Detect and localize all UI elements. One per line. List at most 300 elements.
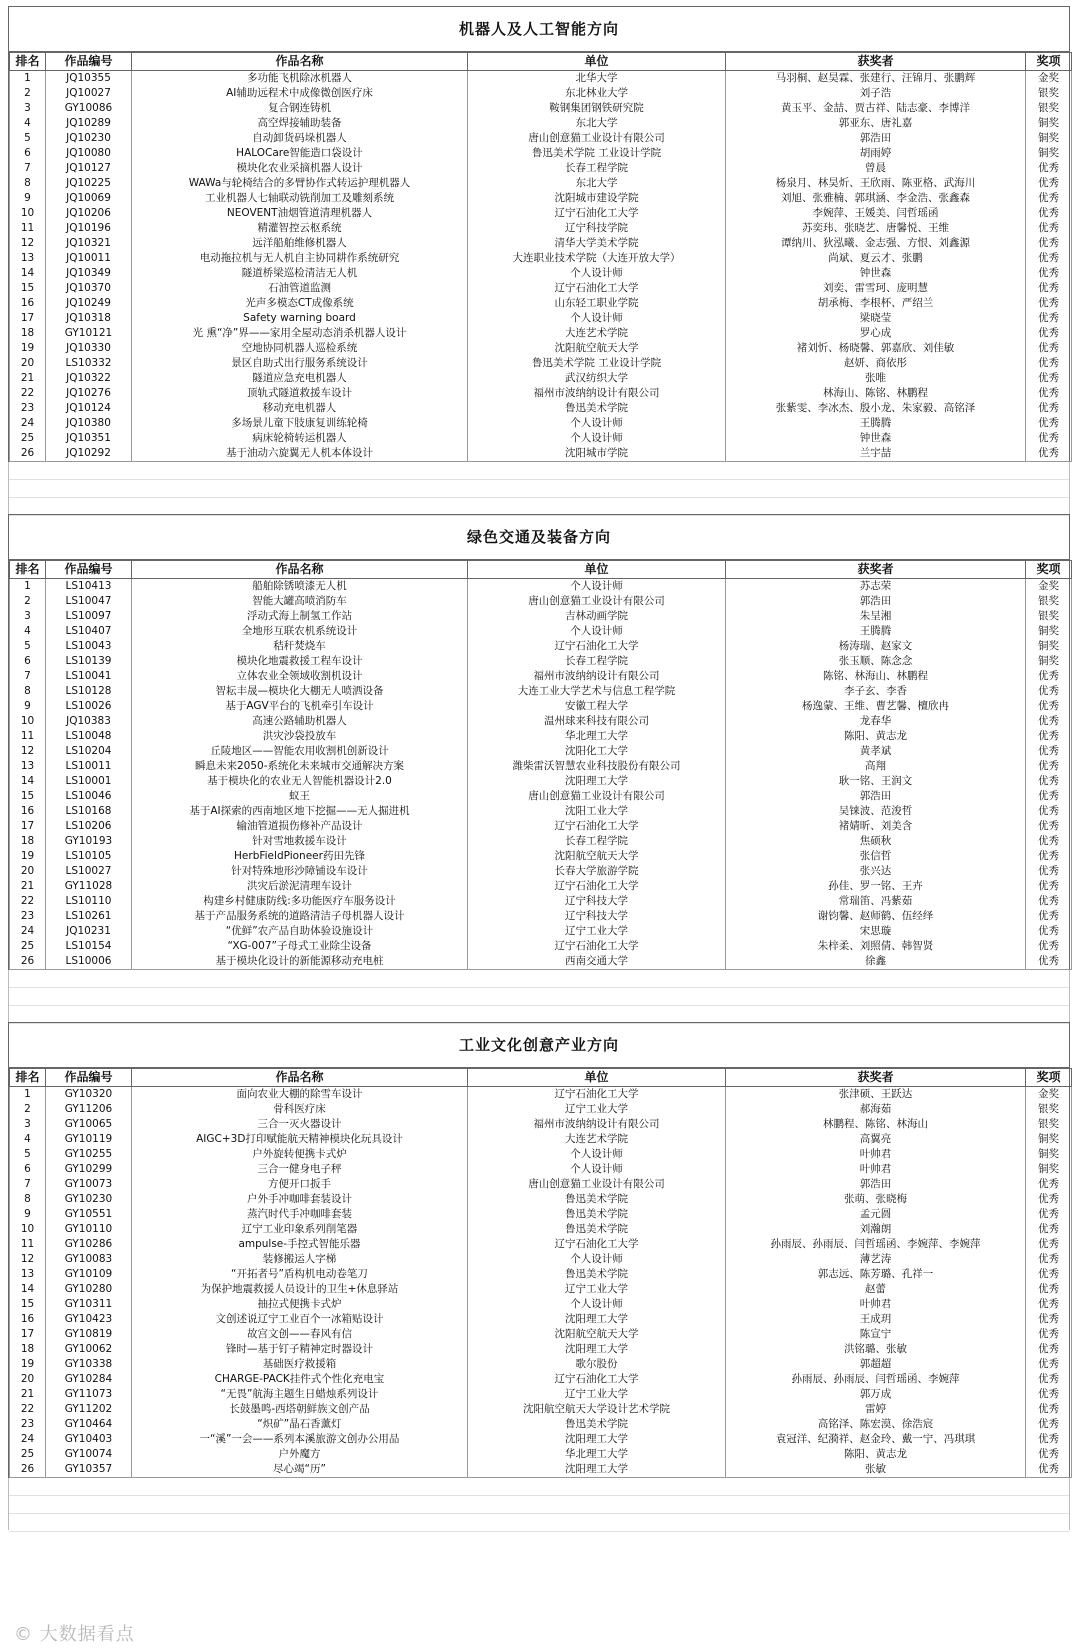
award-cell: 银奖 [1026,1117,1072,1132]
unit-cell: 辽宁石油化工大学 [468,281,726,296]
code-cell: JQ10027 [46,86,132,101]
table-row [10,1402,1072,1417]
award-cell: 优秀 [1026,954,1072,970]
award-cell: 优秀 [1026,714,1072,729]
unit-cell: 沈阳城市学院 [468,446,726,462]
rank-cell: 16 [10,296,46,311]
award-cell: 优秀 [1026,191,1072,206]
section-title: 绿色交通及装备方向 [9,515,1069,560]
work-name-cell: HerbFieldPioneer药田先锋 [132,849,468,864]
award-cell: 优秀 [1026,1282,1072,1297]
table-row [10,1162,1072,1177]
award-section [8,1022,1070,1478]
unit-cell: 华北理工大学 [468,729,726,744]
winners-cell: 高翔 [726,759,1026,774]
table-row [10,1207,1072,1222]
section-title: 工业文化创意产业方向 [9,1023,1069,1068]
award-sheet [8,6,1070,1530]
work-name-cell: 工业机器人七轴联动铣削加工及雕刻系统 [132,191,468,206]
award-cell: 优秀 [1026,296,1072,311]
table-row [10,594,1072,609]
code-cell: JQ10206 [46,206,132,221]
unit-cell: 辽宁石油化工大学 [468,939,726,954]
unit-cell: 长春大学旅游学院 [468,864,726,879]
winners-cell: 钟世森 [726,431,1026,446]
code-cell: LS10011 [46,759,132,774]
rank-cell: 10 [10,206,46,221]
table-row [10,1342,1072,1357]
table-row [10,146,1072,161]
winners-cell: 杨涛瑞、赵家文 [726,639,1026,654]
code-cell: GY10357 [46,1462,132,1478]
code-cell: GY10086 [46,101,132,116]
rank-cell: 25 [10,939,46,954]
winners-cell: 赵妍、商依彤 [726,356,1026,371]
winners-cell: 王成玥 [726,1312,1026,1327]
work-name-cell: HALOCare智能造口袋设计 [132,146,468,161]
award-cell: 金奖 [1026,579,1072,595]
work-name-cell: AIGC+3D打印赋能航天精神模块化玩具设计 [132,1132,468,1147]
rank-cell: 21 [10,371,46,386]
unit-cell: 福州市波纳纳设计有限公司 [468,669,726,684]
award-cell: 优秀 [1026,281,1072,296]
work-name-cell: 基于模块化的农业无人智能机器设计2.0 [132,774,468,789]
work-name-cell: 基于油动六旋翼无人机本体设计 [132,446,468,462]
work-name-cell: 船舶除锈喷漆无人机 [132,579,468,595]
table-row [10,819,1072,834]
winners-cell: 苏奕玮、张晓艺、唐馨悦、王维 [726,221,1026,236]
award-cell: 优秀 [1026,1462,1072,1478]
rank-cell: 5 [10,131,46,146]
rank-cell: 12 [10,236,46,251]
winners-cell: 陈宣宁 [726,1327,1026,1342]
table-row [10,1432,1072,1447]
table-row [10,206,1072,221]
code-cell: JQ10322 [46,371,132,386]
award-cell: 优秀 [1026,416,1072,431]
award-cell: 优秀 [1026,311,1072,326]
table-row [10,1192,1072,1207]
table-header-row [10,53,1072,71]
code-cell: LS10006 [46,954,132,970]
award-cell: 金奖 [1026,71,1072,87]
winners-cell: 朱梓柔、刘照倩、韩智贤 [726,939,1026,954]
unit-cell: 沈阳理工大学 [468,1462,726,1478]
code-cell: LS10043 [46,639,132,654]
award-cell: 铜奖 [1026,116,1072,131]
code-cell: LS10204 [46,744,132,759]
winners-cell: 梁晓莹 [726,311,1026,326]
rank-cell: 12 [10,1252,46,1267]
code-cell: GY10551 [46,1207,132,1222]
header-work-name: 作品名称 [132,561,468,579]
header-unit: 单位 [468,1069,726,1087]
rank-cell: 2 [10,594,46,609]
award-cell: 优秀 [1026,1207,1072,1222]
code-cell: GY10110 [46,1222,132,1237]
unit-cell: 沈阳城市建设学院 [468,191,726,206]
work-name-cell: 蚁王 [132,789,468,804]
work-name-cell: 户外手冲咖啡套装设计 [132,1192,468,1207]
code-cell: GY10193 [46,834,132,849]
table-row [10,326,1072,341]
award-cell: 银奖 [1026,101,1072,116]
code-cell: JQ10124 [46,401,132,416]
award-cell: 优秀 [1026,1327,1072,1342]
winners-cell: 郭万成 [726,1387,1026,1402]
rank-cell: 24 [10,924,46,939]
code-cell: LS10026 [46,699,132,714]
work-name-cell: 三合一健身电子秤 [132,1162,468,1177]
unit-cell: 个人设计师 [468,1252,726,1267]
winners-cell: 张紫雯、李冰杰、殷小龙、朱家毅、高铭泽 [726,401,1026,416]
unit-cell: 大连职业技术学院（大连开放大学） [468,251,726,266]
unit-cell: 辽宁工业大学 [468,924,726,939]
unit-cell: 沈阳理工大学 [468,1342,726,1357]
rank-cell: 13 [10,251,46,266]
code-cell: GY10065 [46,1117,132,1132]
rank-cell: 22 [10,894,46,909]
unit-cell: 鲁迅美术学院 [468,1222,726,1237]
work-name-cell: 尽心竭“历” [132,1462,468,1478]
award-cell: 优秀 [1026,804,1072,819]
award-cell: 优秀 [1026,894,1072,909]
unit-cell: 沈阳化工大学 [468,744,726,759]
award-cell: 优秀 [1026,774,1072,789]
code-cell: GY11206 [46,1102,132,1117]
unit-cell: 清华大学美术学院 [468,236,726,251]
table-row [10,236,1072,251]
code-cell: JQ10321 [46,236,132,251]
code-cell: LS10332 [46,356,132,371]
unit-cell: 唐山创意猫工业设计有限公司 [468,789,726,804]
work-name-cell: 针对特殊地形沙障铺设车设计 [132,864,468,879]
table-row [10,669,1072,684]
rank-cell: 19 [10,849,46,864]
code-cell: LS10041 [46,669,132,684]
award-section [8,514,1070,970]
unit-cell: 辽宁科技大学 [468,894,726,909]
table-row [10,909,1072,924]
code-cell: GY11073 [46,1387,132,1402]
code-cell: GY10280 [46,1282,132,1297]
unit-cell: 鲁迅美术学院 工业设计学院 [468,146,726,161]
unit-cell: 唐山创意猫工业设计有限公司 [468,1177,726,1192]
rank-cell: 17 [10,311,46,326]
unit-cell: 鲁迅美术学院 [468,1267,726,1282]
rank-cell: 6 [10,146,46,161]
unit-cell: 辽宁工业大学 [468,1387,726,1402]
work-name-cell: 瞬息未来2050-系统化未来城市交通解决方案 [132,759,468,774]
unit-cell: 鲁迅美术学院 [468,401,726,416]
award-cell: 优秀 [1026,669,1072,684]
rank-cell: 1 [10,71,46,87]
unit-cell: 辽宁工业大学 [468,1282,726,1297]
table-row [10,1312,1072,1327]
code-cell: GY10073 [46,1177,132,1192]
code-cell: JQ10230 [46,131,132,146]
unit-cell: 辽宁科技学院 [468,221,726,236]
work-name-cell: 锋时—基于钉子精神定时器设计 [132,1342,468,1357]
code-cell: JQ10080 [46,146,132,161]
code-cell: LS10128 [46,684,132,699]
code-cell: LS10261 [46,909,132,924]
rank-cell: 14 [10,774,46,789]
rank-cell: 15 [10,281,46,296]
code-cell: LS10001 [46,774,132,789]
table-row [10,1147,1072,1162]
code-cell: LS10027 [46,864,132,879]
rank-cell: 22 [10,386,46,401]
work-name-cell: “炽矿”晶石香薰灯 [132,1417,468,1432]
unit-cell: 个人设计师 [468,1162,726,1177]
unit-cell: 东北大学 [468,116,726,131]
winners-cell: 叶帅君 [726,1162,1026,1177]
work-name-cell: 三合一灭火器设计 [132,1117,468,1132]
table-row [10,1267,1072,1282]
work-name-cell: 辽宁工业印象系列削笔器 [132,1222,468,1237]
unit-cell: 鞍钢集团钢铁研究院 [468,101,726,116]
rank-cell: 1 [10,1087,46,1103]
unit-cell: 北华大学 [468,71,726,87]
unit-cell: 个人设计师 [468,1297,726,1312]
rank-cell: 9 [10,1207,46,1222]
table-row [10,296,1072,311]
table-row [10,879,1072,894]
award-table [9,1068,1072,1478]
rank-cell: 24 [10,1432,46,1447]
code-cell: JQ10355 [46,71,132,87]
winners-cell: 郝海茹 [726,1102,1026,1117]
unit-cell: 山东轻工职业学院 [468,296,726,311]
work-name-cell: 户外魔方 [132,1447,468,1462]
unit-cell: 鲁迅美术学院 工业设计学院 [468,356,726,371]
rank-cell: 20 [10,1372,46,1387]
work-name-cell: 长鼓墨鸣-西塔朝鲜族文创产品 [132,1402,468,1417]
award-cell: 铜奖 [1026,1147,1072,1162]
award-cell: 优秀 [1026,834,1072,849]
table-row [10,386,1072,401]
work-name-cell: 精灌智控云枢系统 [132,221,468,236]
winners-cell: 孙雨辰、孙雨辰、闫哲瑶函、李婉萍、李婉萍 [726,1237,1026,1252]
award-cell: 优秀 [1026,1417,1072,1432]
award-cell: 优秀 [1026,446,1072,462]
work-name-cell: 模块化农业采摘机器人设计 [132,161,468,176]
rank-cell: 24 [10,416,46,431]
award-cell: 银奖 [1026,609,1072,624]
rank-cell: 14 [10,1282,46,1297]
winners-cell: 曾晨 [726,161,1026,176]
table-row [10,834,1072,849]
unit-cell: 西南交通大学 [468,954,726,970]
winners-cell: 张萌、张晓梅 [726,1192,1026,1207]
winners-cell: 王腾腾 [726,624,1026,639]
rank-cell: 3 [10,609,46,624]
work-name-cell: 一“溪”一会——系列本溪旅游文创办公用品 [132,1432,468,1447]
winners-cell: 薄艺涛 [726,1252,1026,1267]
award-cell: 铜奖 [1026,131,1072,146]
unit-cell: 辽宁石油化工大学 [468,206,726,221]
unit-cell: 吉林动画学院 [468,609,726,624]
rank-cell: 4 [10,1132,46,1147]
winners-cell: 王腾腾 [726,416,1026,431]
unit-cell: 沈阳理工大学 [468,1432,726,1447]
table-row [10,759,1072,774]
code-cell: GY10109 [46,1267,132,1282]
table-row [10,624,1072,639]
unit-cell: 长春工程学院 [468,834,726,849]
code-cell: JQ10383 [46,714,132,729]
code-cell: JQ10318 [46,311,132,326]
unit-cell: 个人设计师 [468,579,726,595]
winners-cell: 高翼亮 [726,1132,1026,1147]
work-name-cell: 模块化地震救援工程车设计 [132,654,468,669]
unit-cell: 华北理工大学 [468,1447,726,1462]
work-name-cell: 光 熏“净”界——家用全屋动态消杀机器人设计 [132,326,468,341]
winners-cell: 陈铭、林海山、林鹏程 [726,669,1026,684]
award-cell: 优秀 [1026,1387,1072,1402]
work-name-cell: 病床轮椅转运机器人 [132,431,468,446]
code-cell: GY10320 [46,1087,132,1103]
award-cell: 优秀 [1026,161,1072,176]
unit-cell: 东北大学 [468,176,726,191]
table-row [10,266,1072,281]
unit-cell: 沈阳航空航天大学设计艺术学院 [468,1402,726,1417]
table-row [10,281,1072,296]
table-row [10,1252,1072,1267]
table-row [10,654,1072,669]
code-cell: GY10299 [46,1162,132,1177]
header-unit: 单位 [468,561,726,579]
work-name-cell: 立体农业全领域收割机设计 [132,669,468,684]
unit-cell: 沈阳航空航天大学 [468,1327,726,1342]
rank-cell: 10 [10,1222,46,1237]
award-cell: 优秀 [1026,1432,1072,1447]
rank-cell: 18 [10,1342,46,1357]
code-cell: LS10154 [46,939,132,954]
award-cell: 优秀 [1026,819,1072,834]
award-cell: 铜奖 [1026,654,1072,669]
winners-cell: 苏志荣 [726,579,1026,595]
header-award: 奖项 [1026,53,1072,71]
award-cell: 优秀 [1026,909,1072,924]
rank-cell: 8 [10,684,46,699]
rank-cell: 3 [10,101,46,116]
table-row [10,1447,1072,1462]
code-cell: GY10062 [46,1342,132,1357]
code-cell: GY10403 [46,1432,132,1447]
winners-cell: 朱呈湘 [726,609,1026,624]
winners-cell: 叶帅君 [726,1147,1026,1162]
code-cell: JQ10225 [46,176,132,191]
code-cell: LS10407 [46,624,132,639]
table-row [10,86,1072,101]
winners-cell: 张唯 [726,371,1026,386]
award-cell: 铜奖 [1026,639,1072,654]
work-name-cell: 多场景儿童下肢康复训练轮椅 [132,416,468,431]
code-cell: JQ10011 [46,251,132,266]
table-row [10,101,1072,116]
winners-cell: 耿一铭、王润文 [726,774,1026,789]
rank-cell: 20 [10,864,46,879]
table-row [10,1117,1072,1132]
rank-cell: 18 [10,326,46,341]
table-row [10,71,1072,87]
table-row [10,579,1072,595]
winners-cell: 褚刘忻、杨晓馨、郭嘉欣、刘佳敏 [726,341,1026,356]
code-cell: LS10206 [46,819,132,834]
winners-cell: 郭超超 [726,1357,1026,1372]
award-cell: 优秀 [1026,789,1072,804]
winners-cell: 宋思璇 [726,924,1026,939]
unit-cell: 个人设计师 [468,1147,726,1162]
work-name-cell: 智能大罐高喷消防车 [132,594,468,609]
award-section [8,6,1070,462]
rank-cell: 8 [10,176,46,191]
header-code: 作品编号 [46,1069,132,1087]
code-cell: JQ10289 [46,116,132,131]
rank-cell: 23 [10,909,46,924]
rank-cell: 7 [10,161,46,176]
winners-cell: 林鹏程、陈铭、林海山 [726,1117,1026,1132]
rank-cell: 22 [10,1402,46,1417]
award-cell: 优秀 [1026,1312,1072,1327]
work-name-cell: 骨科医疗床 [132,1102,468,1117]
unit-cell: 潍柴雷沃智慧农业科技股份有限公司 [468,759,726,774]
winners-cell: 谢钧馨、赵师鹤、伍经绎 [726,909,1026,924]
award-cell: 优秀 [1026,924,1072,939]
header-winners: 获奖者 [726,1069,1026,1087]
rank-cell: 15 [10,789,46,804]
winners-cell: 雷婷 [726,1402,1026,1417]
unit-cell: 个人设计师 [468,266,726,281]
code-cell: LS10139 [46,654,132,669]
award-cell: 优秀 [1026,939,1072,954]
table-row [10,1372,1072,1387]
work-name-cell: 方便开口扳手 [132,1177,468,1192]
award-cell: 优秀 [1026,1342,1072,1357]
work-name-cell: 基础医疗救援箱 [132,1357,468,1372]
award-cell: 优秀 [1026,729,1072,744]
rank-cell: 18 [10,834,46,849]
code-cell: GY11202 [46,1402,132,1417]
award-cell: 优秀 [1026,431,1072,446]
winners-cell: 李子玄、李香 [726,684,1026,699]
work-name-cell: 石油管道监测 [132,281,468,296]
table-row [10,609,1072,624]
rank-cell: 14 [10,266,46,281]
header-code: 作品编号 [46,561,132,579]
table-row [10,1417,1072,1432]
header-winners: 获奖者 [726,53,1026,71]
unit-cell: 沈阳理工大学 [468,1312,726,1327]
unit-cell: 鲁迅美术学院 [468,1192,726,1207]
table-row [10,161,1072,176]
table-row [10,371,1072,386]
unit-cell: 唐山创意猫工业设计有限公司 [468,594,726,609]
rank-cell: 16 [10,804,46,819]
work-name-cell: 高速公路辅助机器人 [132,714,468,729]
section-title: 机器人及人工智能方向 [9,7,1069,52]
table-row [10,1387,1072,1402]
rank-cell: 8 [10,1192,46,1207]
rank-cell: 19 [10,341,46,356]
award-cell: 优秀 [1026,251,1072,266]
work-name-cell: Safety warning board [132,311,468,326]
award-cell: 优秀 [1026,1237,1072,1252]
header-winners: 获奖者 [726,561,1026,579]
code-cell: GY10464 [46,1417,132,1432]
